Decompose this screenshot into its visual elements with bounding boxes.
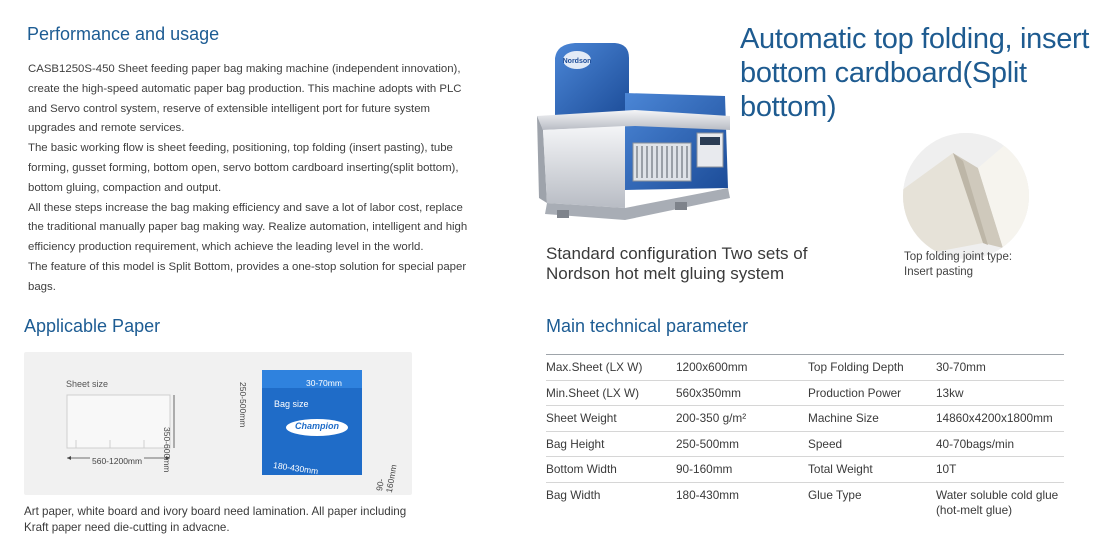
param-value: 250-500mm xyxy=(676,431,808,457)
performance-paragraph: The feature of this model is Split Bottom, provides a one-stop solution for special paper bags. xyxy=(28,260,467,293)
param-value: Water soluble cold glue xyxy=(936,487,1059,502)
headline-line: bottom cardboard(Split bottom) xyxy=(740,57,1027,123)
param-value: 1200x600mm xyxy=(676,355,808,381)
bag-size-label: Bag size xyxy=(274,399,309,409)
param-value: 200-350 g/m² xyxy=(676,406,808,432)
param-value: 180-430mm xyxy=(676,487,739,502)
param-value: 14860x4200x1800mm xyxy=(936,406,1064,432)
param-label: Sheet Weight xyxy=(546,406,676,432)
table-row xyxy=(546,482,1064,518)
param-label: Max.Sheet (LX W) xyxy=(546,355,676,381)
param-label: Bag Height xyxy=(546,431,676,457)
params-title: Main technical parameter xyxy=(546,316,749,336)
table-row xyxy=(546,457,1064,483)
bag-width-label: 180-430mm xyxy=(272,460,319,477)
table-row xyxy=(546,380,1064,406)
bag-height-label: 250-500mm xyxy=(238,382,248,428)
sheet-width-label: 560-1200mm xyxy=(92,456,143,466)
sheet-size-label: Sheet size xyxy=(66,379,109,389)
fold-caption-line: Insert pasting xyxy=(904,266,974,278)
param-label: Glue Type xyxy=(808,487,862,502)
bag-bottom-label: 90-160mm xyxy=(374,463,399,494)
param-label: Total Weight xyxy=(808,457,936,483)
machine-brand-label: Nordson xyxy=(562,58,592,65)
sheet-height-label: 350-600mm xyxy=(162,427,172,473)
fold-caption xyxy=(904,250,1012,280)
table-row xyxy=(546,406,1064,432)
bag-brand-label: Champion xyxy=(295,421,339,431)
param-label: Machine Size xyxy=(808,406,936,432)
param-value: 13kw xyxy=(936,380,1064,406)
param-value: 40-70bags/min xyxy=(936,431,1064,457)
performance-description xyxy=(28,60,468,298)
param-label: Bottom Width xyxy=(546,457,676,483)
param-label: Speed xyxy=(808,431,936,457)
param-value: 10T xyxy=(936,457,1064,483)
params-table xyxy=(546,354,1064,518)
paper-size-illustration xyxy=(24,352,412,495)
param-value: 90-160mm xyxy=(676,457,808,483)
hot-melt-machine-image xyxy=(525,38,750,228)
paper-note xyxy=(24,504,406,536)
param-label: Bag Width xyxy=(546,487,601,502)
performance-paragraph: The basic working flow is sheet feeding, positioning, top folding (insert pasting), tube forming, gusset forming, bottom open, servo bottom cardboard inserting(split bottom), bottom gluing, compaction and output. xyxy=(28,142,459,194)
performance-paragraph: CASB1250S-450 Sheet feeding paper bag making machine (independent innovation), create the high-speed automatic paper bag production. This machine adopts with PLC and Servo control system, reserve of extensible intelligent port for future system upgrades and remote services. xyxy=(28,63,462,135)
paper-note-line: Kraft paper need die-cutting in advacne. xyxy=(24,521,230,534)
param-value: 560x350mm xyxy=(676,380,808,406)
param-label: Top Folding Depth xyxy=(808,355,936,381)
param-value-multiline xyxy=(936,482,1064,518)
fold-caption-line: Top folding joint type: xyxy=(904,251,1013,263)
config-caption-line: Standard configuration Two sets of xyxy=(546,244,808,263)
headline xyxy=(740,22,1100,124)
top-folding-image xyxy=(903,133,1029,259)
param-value: (hot-melt glue) xyxy=(936,502,1013,517)
bag-top-label: 30-70mm xyxy=(306,378,342,388)
performance-paragraph: All these steps increase the bag making efficiency and save a lot of labor cost, replace the traditional manually paper bag making way. Realize automation, intelligent and high efficiency production requirement, which achieve the leading level in the world. xyxy=(28,201,468,254)
param-label: Production Power xyxy=(808,380,936,406)
paper-note-line: Art paper, white board and ivory board need lamination. All paper including xyxy=(24,505,407,518)
table-row xyxy=(546,431,1064,457)
table-row xyxy=(546,355,1064,381)
param-label: Min.Sheet (LX W) xyxy=(546,380,676,406)
config-caption xyxy=(546,244,807,284)
headline-line: Automatic top folding, insert xyxy=(740,23,1090,55)
config-caption-line: Nordson hot melt gluing system xyxy=(546,264,785,283)
applicable-paper-title: Applicable Paper xyxy=(24,316,161,336)
performance-title: Performance and usage xyxy=(27,24,220,44)
param-value: 30-70mm xyxy=(936,355,1064,381)
